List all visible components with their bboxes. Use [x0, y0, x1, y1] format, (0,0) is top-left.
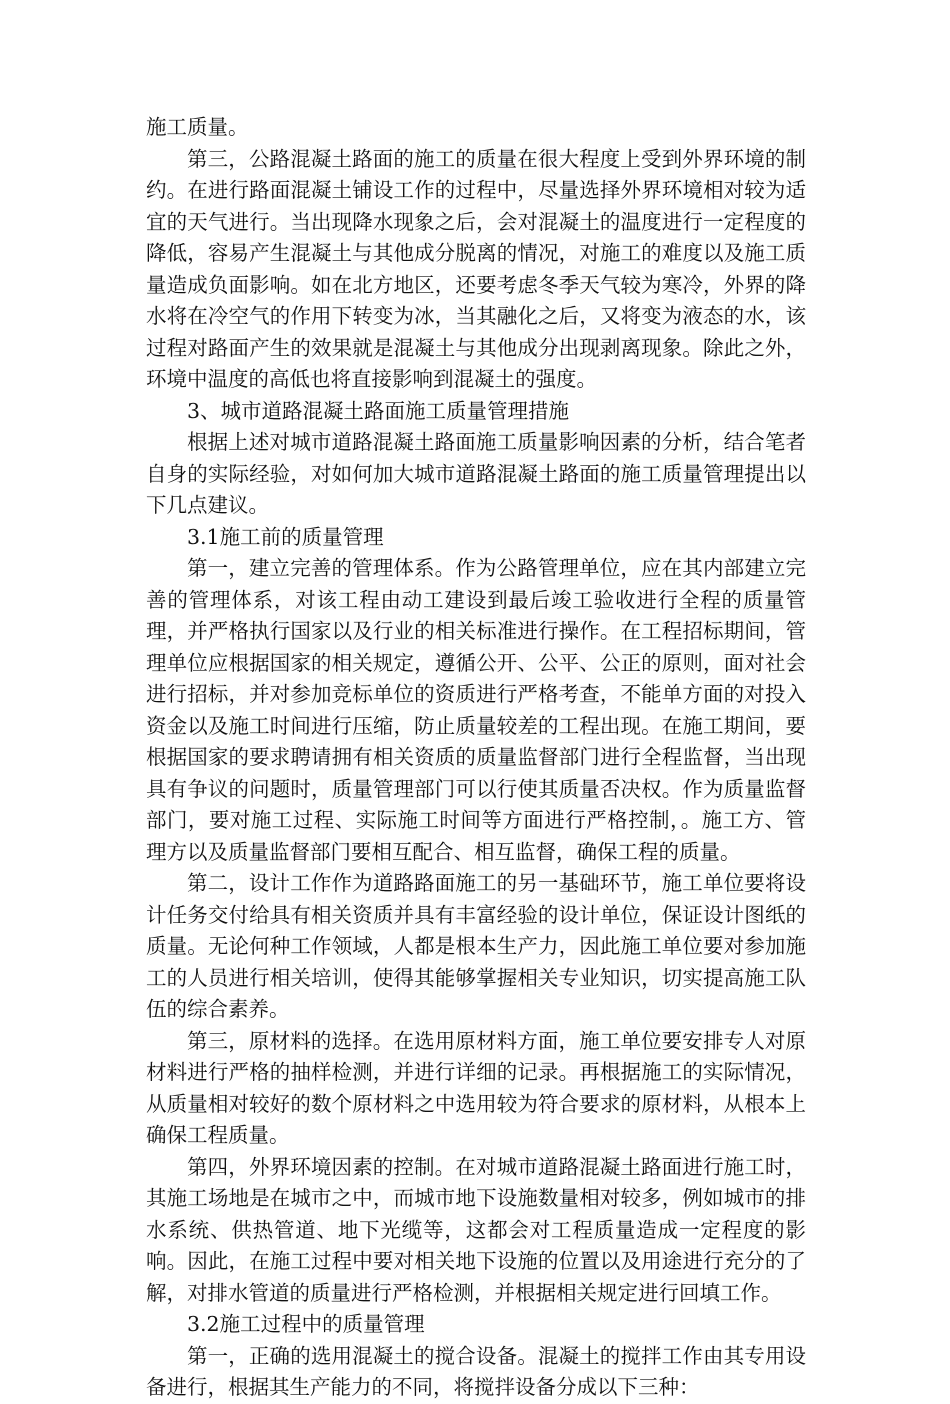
- paragraph-environment-control: 第四，外界环境因素的控制。在对城市道路混凝土路面进行施工时，其施工场地是在城市之中，而城市地下设施数量相对较多，例如城市的排水系统、供热管道、地下光缆等，这都会对工程质量造成一定程度的影响。因此，在施工过程中要对相关地下设施的位置以及用途进行充分的了解，对排水管道的质量进行严格检测，并根据相关规定进行回填工作。: [146, 1154, 806, 1305]
- paragraph-raw-materials: 第三，原材料的选择。在选用原材料方面，施工单位要安排专人对原材料进行严格的抽样检测，并进行详细的记录。再根据施工的实际情况，从质量相对较好的数个原材料之中选用较为符合要求的原材料，从根本上确保工程质量。: [146, 1028, 806, 1147]
- paragraph-design-work: 第二，设计工作作为道路路面施工的另一基础环节，施工单位要将设计任务交付给具有相关资质并具有丰富经验的设计单位，保证设计图纸的质量。无论何种工作领域，人都是根本生产力，因此施工单位要对参加施工的人员进行相关培训，使得其能够掌握相关专业知识，切实提高施工队伍的综合素养。: [146, 871, 806, 1021]
- subsection-heading-3-2: 3.2施工过程中的质量管理: [187, 1312, 425, 1336]
- subsection-heading-3-1: 3.1施工前的质量管理: [187, 524, 384, 549]
- paragraph-continuation: 施工质量。: [146, 115, 249, 139]
- paragraph-environment-factor: 第三，公路混凝土路面的施工的质量在很大程度上受到外界环境的制约。在进行路面混凝土铺设工作的过程中，尽量选择外界环境相对较为适宜的天气进行。当出现降水现象之后，会对混凝土的温度进行一定程度的降低，容易产生混凝土与其他成分脱离的情况，对施工的难度以及施工质量造成负面影响。如在北方地区，还要考虑冬季天气较为寒冷，外界的降水将在冷空气的作用下转变为冰，当其融化之后，又将变为液态的水，该过程对路面产生的效果就是混凝土与其他成分出现剥离现象。除此之外，环境中温度的高低也将直接影响到混凝土的强度。: [146, 146, 806, 391]
- section-heading-3: 3、城市道路混凝土路面施工质量管理措施: [187, 398, 570, 423]
- paragraph-section-intro: 根据上述对城市道路混凝土路面施工质量影响因素的分析，结合笔者自身的实际经验，对如何加大城市道路混凝土路面的施工质量管理提出以下几点建议。: [146, 430, 806, 517]
- paragraph-management-system: 第一，建立完善的管理体系。作为公路管理单位，应在其内部建立完善的管理体系，对该工程由动工建设到最后竣工验收进行全程的质量管理，并严格执行国家以及行业的相关标准进行操作。在工程招标期间，管理单位应根据国家的相关规定，遵循公开、公平、公正的原则，面对社会进行招标，并对参加竞标单位的资质进行严格考查，不能单方面的对投入资金以及施工时间进行压缩，防止质量较差的工程出现。在施工期间，要根据国家的要求聘请拥有相关资质的质量监督部门进行全程监督，当出现具有争议的问题时，质量管理部门可以行使其质量否决权。作为质量监督部门，要对施工过程、实际施工时间等方面进行严格控制，。施工方、管理方以及质量监督部门要相互配合、相互监督，确保工程的质量。: [146, 556, 806, 864]
- document-body: [146, 112, 806, 1404]
- paragraph-mixing-equipment: 第一，正确的选用混凝土的搅合设备。混凝土的搅拌工作由其专用设备进行，根据其生产能力的不同，将搅拌设备分成以下三种：: [146, 1343, 806, 1399]
